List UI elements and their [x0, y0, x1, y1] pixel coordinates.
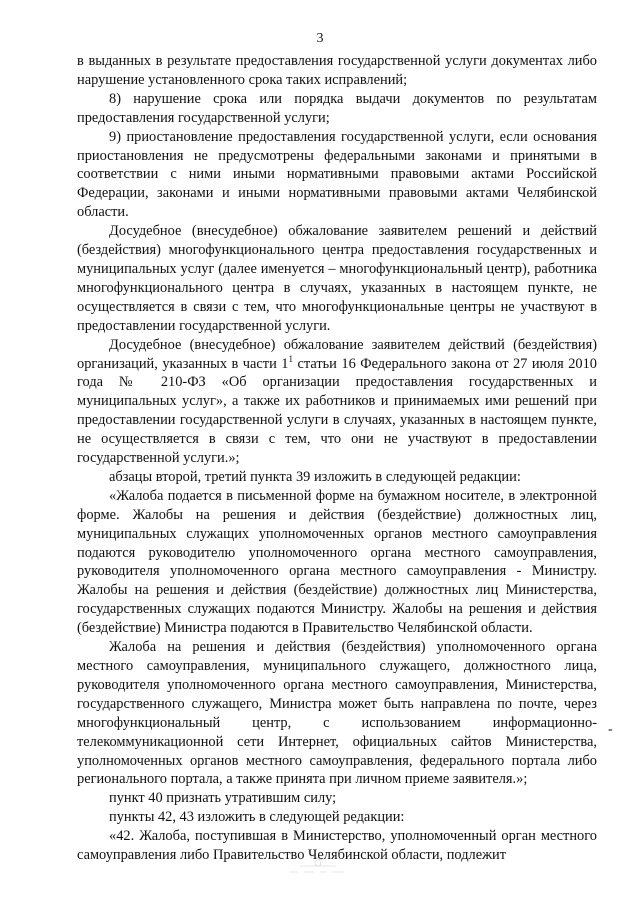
superscript: 1 [288, 353, 293, 364]
paragraph: «42. Жалоба, поступившая в Министерство, уполномоченный орган местного самоуправления либо Правительство Челябинской области, подлежит [77, 828, 597, 864]
paragraph: 8) нарушение срока или порядка выдачи документов по результатам предоставления государственной услуги; [77, 90, 597, 126]
paragraph-text: статьи 16 Федерального закона от 27 июля 2010 года № 210-ФЗ «Об организации предоставления государственных и муниципальных услуг», а также их работников и принимаемых ими решений при предоставлении государственной услуги в случаях, указанных в настоящем пункте, не осуществляется в связи с тем, что они не участвуют в предоставлении государственной услуги.»; [77, 355, 597, 467]
paragraph: пункты 42, 43 изложить в следующей редакции: [109, 809, 405, 826]
paragraph: Жалоба на решения и действия (бездействия) уполномоченного органа местного самоуправления, муниципального служащего, должностного лица, руководителя уполномоченного органа местного самоуправления, Министерства, государственного служащего, Министра может быть направлена по почте, через многофункциональный центр, с использованием информационно-телекоммуникационной сети Интернет, официальных сайтов Министерства, уполномоченных органов местного самоуправления, федерального портала либо регионального портала, а также принята при личном приеме заявителя.»; [77, 639, 597, 788]
paragraph: 9) приостановление предоставления государственной услуги, если основания приостановления не предусмотрены федеральными законами и принятыми в соответствии с ними иными нормативными правовыми актами Российской Федерации, законами и иными нормативными правовыми актами Челябинской области. [77, 128, 597, 221]
paragraph-ooo [77, 336, 597, 468]
paragraph: Досудебное (внесудебное) обжалование заявителем решений и действий (бездействия) многофункционального центра предоставления государственных и муниципальных услуг (далее именуется – многофункциональный центр), работника многофункционального центра в случаях, указанных в настоящем пункте, не осуществляется в связи с тем, что многофункциональные центры не участвуют в предоставлении государственной услуги. [77, 223, 597, 334]
paragraph: «Жалоба подается в письменной форме на бумажном носителе, в электронной форме. Жалобы на решения и действия (бездействие) должностных лиц, муниципальных служащих уполномоченных органов местного самоуправления подаются руководителю уполномоченного органа местного самоуправления, руководителя уполномоченного органа местного самоуправления - Министру. Жалобы на решения и действия (бездействие) должностных лиц Министерства, государственных служащих подаются Министру. Жалобы на решения и действия (бездействие) Министра подаются в Правительство Челябинской области. [77, 487, 597, 637]
margin-mark: - [608, 722, 613, 737]
paragraph: в выданных в результате предоставления государственной услуги документах либо нарушение установленного срока таких исправлений; [77, 53, 597, 88]
document-body [77, 52, 597, 865]
faint-stamp-mark [270, 854, 366, 878]
paragraph: пункт 40 признать утратившим силу; [109, 790, 337, 807]
paragraph: абзацы второй, третий пункта 39 изложить в следующей редакции: [109, 468, 521, 485]
page-number: 3 [316, 31, 324, 46]
paragraph-text: Досудебное (внесудебное) обжалование заявителем действий (бездействия) организаций, указанных в части 1 [77, 336, 597, 372]
